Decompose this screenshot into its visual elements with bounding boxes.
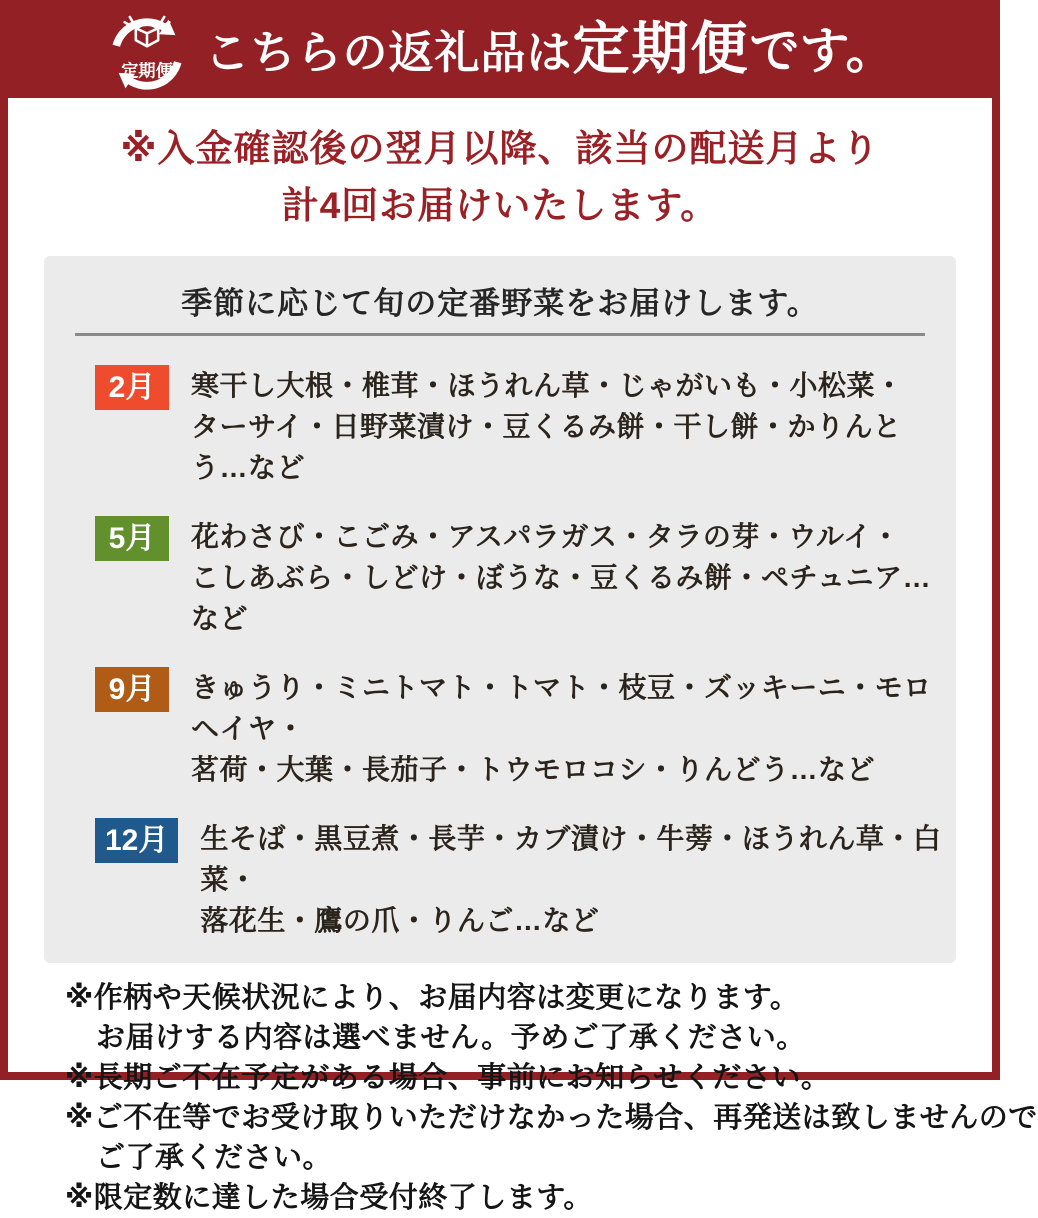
- banner-title-regular: こちらの返礼品は: [204, 27, 573, 78]
- month-badge-february: 2月: [95, 365, 169, 410]
- month-items-line: 寒干し大根・椎茸・ほうれん草・じゃがいも・小松菜・: [191, 370, 904, 401]
- teikibin-cycle-icon: [104, 11, 190, 97]
- month-items-september: [191, 667, 956, 790]
- banner-title-suffix: です。: [749, 23, 896, 79]
- footnotes: [65, 978, 1038, 1218]
- month-items-may: [191, 516, 956, 639]
- month-items-line: こしあぶら・しどけ・ぼうな・豆くるみ餅・ペチュニア…など: [191, 562, 932, 634]
- footnote-no-redelivery-cont: ご了承ください。: [96, 1142, 333, 1174]
- month-items-line: 落花生・鷹の爪・りんご…など: [200, 905, 600, 936]
- banner-title: [204, 4, 895, 102]
- schedule-title: 季節に応じて旬の定番野菜をお届けします。: [181, 286, 819, 321]
- month-items-line: ターサイ・日野菜漬け・豆くるみ餅・干し餅・かりんとう…など: [191, 411, 902, 483]
- payment-notice-line2: 計4回お届けいたします。: [281, 185, 719, 226]
- month-items-line: 生そば・黒豆煮・長芋・カブ漬け・牛蒡・ほうれん草・白菜・: [200, 823, 942, 895]
- schedule-row-december: [44, 818, 956, 941]
- schedule-row-september: [44, 667, 956, 790]
- month-items-line: 茗荷・大葉・長茄子・トウモロコシ・りんどう…など: [191, 754, 876, 785]
- footnote-limited-quantity: ※限定数に達した場合受付終了します。: [65, 1182, 593, 1214]
- month-items-line: きゅうり・ミニトマト・トマト・枝豆・ズッキーニ・モロヘイヤ・: [191, 672, 932, 744]
- banner: [8, 8, 992, 98]
- footnote-crop-change: ※作柄や天候状況により、お届内容は変更になります。: [65, 982, 800, 1014]
- schedule-box: [44, 256, 956, 963]
- footnote-crop-change-cont: お届けする内容は選べません。予めご了承ください。: [96, 1022, 806, 1054]
- month-badge-september: 9月: [95, 667, 169, 712]
- month-badge-may: 5月: [95, 516, 169, 561]
- schedule-row-february: [44, 365, 956, 488]
- footnote-no-redelivery: ※ご不在等でお受け取りいただけなかった場合、再発送は致しませんので: [65, 1102, 1038, 1134]
- month-items-february: [191, 365, 956, 488]
- month-items-line: 花わさび・こごみ・アスパラガス・タラの芽・ウルイ・: [191, 521, 901, 552]
- schedule-row-may: [44, 516, 956, 639]
- payment-notice: [8, 120, 992, 234]
- month-items-december: [200, 818, 956, 941]
- banner-title-emphasis: 定期便: [572, 17, 750, 81]
- month-badge-december: 12月: [95, 818, 178, 863]
- divider: [75, 333, 925, 336]
- teikibin-icon-label: 定期便: [121, 60, 174, 81]
- payment-notice-line1: ※入金確認後の翌月以降、該当の配送月より: [120, 128, 880, 169]
- footnote-long-absence: ※長期ご不在予定がある場合、事前にお知らせください。: [65, 1062, 831, 1094]
